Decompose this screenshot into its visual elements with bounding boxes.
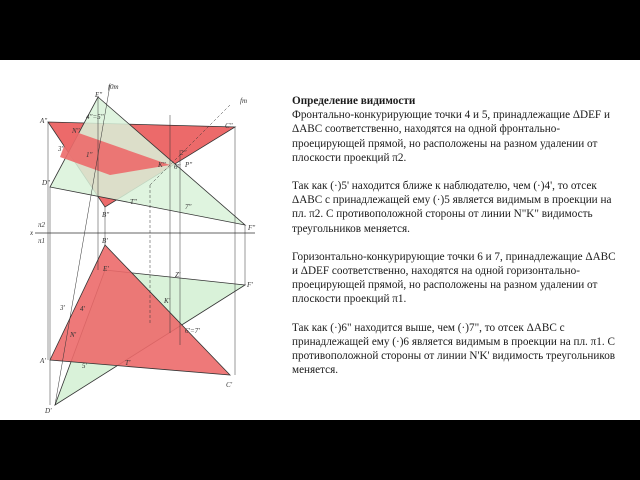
paragraph-horizontal-visibility: Так как (·)6" находится выше, чем (·)7", то отсек ΔABC с принадлежащей ему (·)6 является видимым в проекции на пл. π1. С противоположной стороны от линии N'K' видимость треугольников меняется. — [292, 321, 616, 377]
label-2: 2" — [180, 149, 187, 157]
label-b1: B' — [102, 237, 108, 245]
label-5b: 5' — [82, 362, 87, 370]
label-e2: E" — [95, 91, 103, 99]
paragraph-horizontal-points: Горизонтально-конкурирующие точки 6 и 7, принадлежащие ΔABC и ΔDEF соответственно, находятся на одной горизонтально-проецирующей прямой, но расположены на разном удалении от плоскости проекций π1. — [292, 250, 616, 306]
label-z1: Z' — [175, 271, 181, 279]
label-4b: 4' — [80, 305, 85, 313]
label-pi2: π2 — [38, 221, 46, 229]
label-a1: A' — [40, 357, 46, 365]
label-b2: B" — [102, 211, 110, 219]
label-k2: K" — [158, 161, 166, 169]
label-n2: N" — [72, 127, 80, 135]
projection-diagram — [30, 75, 270, 420]
label-6: 6" — [174, 163, 181, 171]
label-c2: C" — [225, 122, 233, 130]
label-e1: E' — [103, 265, 109, 273]
label-f1: F' — [247, 281, 253, 289]
section-heading: Определение видимости — [292, 95, 416, 107]
label-d2: D" — [42, 179, 50, 187]
label-fm: fm — [240, 97, 247, 105]
label-f2: F" — [248, 224, 256, 232]
slide — [0, 60, 640, 420]
label-t1: T' — [125, 359, 131, 367]
label-p2: P" — [185, 161, 193, 169]
label-f0m: f0m — [108, 83, 119, 91]
label-x: x — [30, 229, 34, 237]
label-d1: D' — [45, 407, 52, 415]
label-67b: 6'=7' — [185, 327, 200, 335]
label-p45: 4"=5" — [86, 113, 104, 121]
label-t2: T" — [130, 198, 137, 206]
label-k1: K' — [164, 297, 171, 305]
label-c1: C' — [226, 381, 233, 389]
label-1: 1" — [86, 151, 93, 159]
label-a2: A" — [40, 117, 48, 125]
label-3: 3" — [58, 145, 65, 153]
paragraph-frontal-visibility: Так как (·)5' находится ближе к наблюдателю, чем (·)4', то отсек ΔABC с принадлежащей ему (·)5 является видимым в проекции на пл. π2. С противоположной стороны от линии N"K" видимость треугольников меняется. — [292, 180, 612, 235]
label-7: 7" — [185, 203, 192, 211]
label-3b: 3' — [60, 304, 65, 312]
explanation-text — [292, 94, 617, 391]
label-pi1: π1 — [38, 237, 46, 245]
projection-drawing — [30, 75, 270, 420]
label-n1: N' — [70, 331, 77, 339]
paragraph-frontal-points: Фронтально-конкурирующие точки 4 и 5, принадлежащие ΔDEF и ΔABC соответственно, находятся на одной фронтально-проецирующей прямой, но расположены на разном удалении от плоскости проекций π2. — [292, 109, 610, 164]
